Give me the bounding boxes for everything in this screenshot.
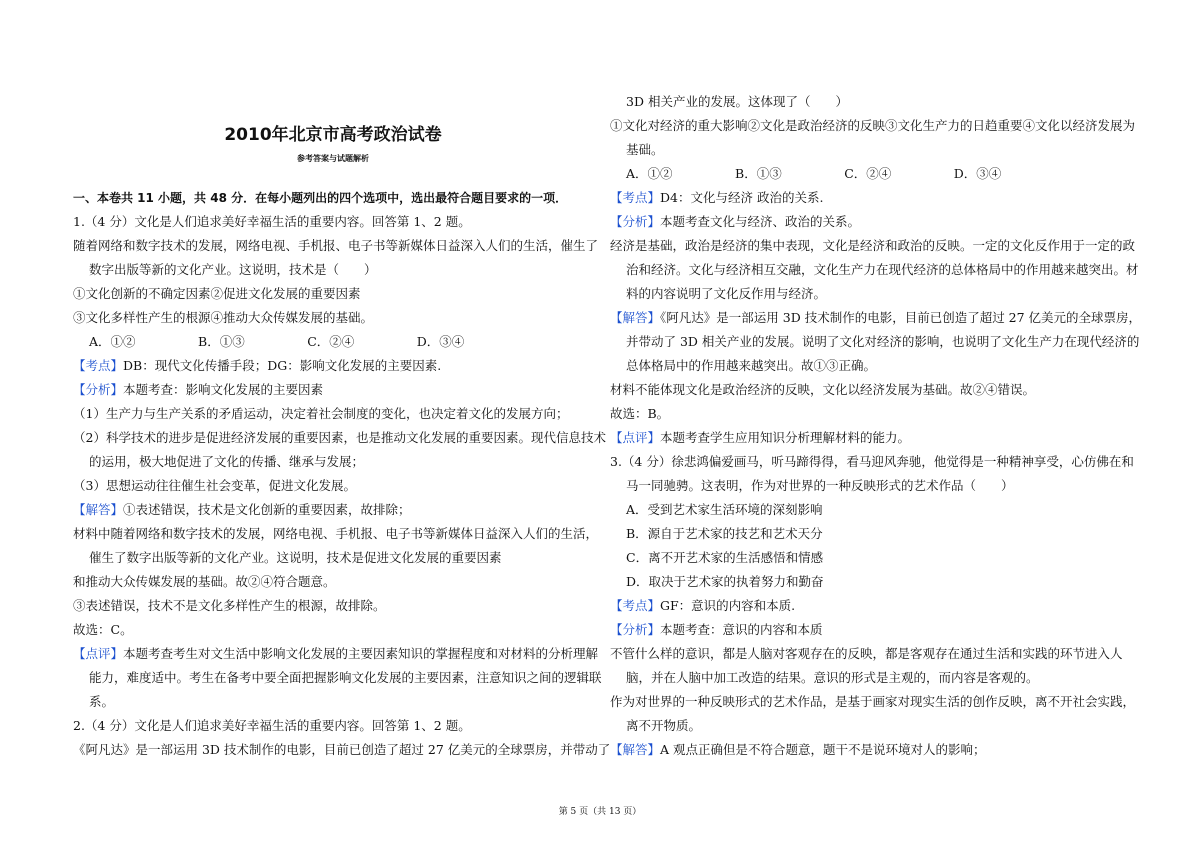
line-text: ①文化创新的不确定因素②促进文化发展的重要因素 (73, 286, 361, 301)
line-text: 2.（4 分）文化是人们追求美好幸福生活的重要内容。回答第 1、2 题。 (73, 718, 471, 733)
line-text: A．①② B．①③ C．②④ D．③④ (89, 334, 465, 349)
text-line (73, 478, 356, 494)
text-line (610, 382, 1035, 398)
text-line (610, 406, 669, 422)
line-text: 脑，并在人脑中加工改造的结果。意识的形式是主观的，而内容是客观的。 (626, 670, 1039, 685)
text-line (73, 646, 598, 662)
text-line (626, 550, 823, 566)
text-line (626, 262, 1139, 278)
line-text: 能力，难度适中。考生在备考中要全面把握影响文化发展的主要因素，注意知识之间的逻辑联 (89, 670, 602, 685)
line-text: A．①② B．①③ C．②④ D．③④ (626, 166, 1002, 181)
page-title: 2010年北京市高考政治试卷 (224, 125, 442, 145)
text-line (89, 694, 114, 710)
line-text: 本题考查：意识的内容和本质 (660, 622, 823, 637)
text-line (73, 598, 386, 614)
text-line (73, 238, 598, 254)
line-text: 故选：B。 (610, 406, 670, 421)
line-text: 3D 相关产业的发展。这体现了（ ） (626, 94, 848, 109)
line-text: 作为对世界的一种反映形式的艺术作品，是基于画家对现实生活的创作反映，离不开社会实践， (610, 694, 1136, 709)
line-text: 随着网络和数字技术的发展，网络电视、手机报、电子书等新媒体日益深入人们的生活，催生了 (73, 238, 599, 253)
line-text: 《阿凡达》是一部运用 3D 技术制作的电影，目前已创造了超过 27 亿美元的全球票房， (660, 310, 1142, 325)
text-line (73, 358, 441, 374)
line-text: ③文化多样性产生的根源④推动大众传媒发展的基础。 (73, 310, 374, 325)
text-line (610, 742, 986, 758)
text-line (73, 190, 567, 206)
line-text: ③表述错误，技术不是文化多样性产生的根源，故排除。 (73, 598, 386, 613)
line-text: 和推动大众传媒发展的基础。故②④符合题意。 (73, 574, 336, 589)
line-text: 本题考查文化与经济、政治的关系。 (660, 214, 861, 229)
line-text: 系。 (89, 694, 115, 709)
section-tag: 【分析】 (73, 382, 124, 397)
line-text: 1.（4 分）文化是人们追求美好幸福生活的重要内容。回答第 1、2 题。 (73, 214, 471, 229)
line-text: 经济是基础，政治是经济的集中表现，文化是经济和政治的反映。一定的文化反作用于一定的政 (610, 238, 1136, 253)
line-text: 离不开物质。 (626, 718, 702, 733)
line-text: D4：文化与经济 政治的关系. (660, 190, 824, 205)
line-text: DB：现代文化传播手段；DG：影响文化发展的主要因素. (123, 358, 442, 373)
text-line (626, 94, 848, 110)
line-text: C．离不开艺术家的生活感悟和情感 (626, 550, 824, 565)
line-text: 本题考查学生应用知识分析理解材料的能力。 (660, 430, 911, 445)
line-text: 本题考查：影响文化发展的主要因素 (123, 382, 324, 397)
line-text: 故选：C。 (73, 622, 133, 637)
text-line (89, 262, 377, 278)
line-text: 一、本卷共 11 小题，共 48 分．在每小题列出的四个选项中，选出最符合题目要求的一项． (73, 191, 568, 205)
section-tag: 【解答】 (610, 742, 661, 757)
line-text: （1）生产力与生产关系的矛盾运动，决定着社会制度的变化，也决定着文化的发展方向； (73, 406, 569, 421)
text-line (73, 286, 361, 302)
text-line (73, 214, 471, 230)
text-line (73, 430, 606, 446)
text-line (626, 166, 1001, 182)
text-line (610, 646, 1123, 662)
line-text: ①文化对经济的重大影响②文化是政治经济的反映③文化生产力的日趋重要④文化以经济发展为 (610, 118, 1136, 133)
line-text: 基础。 (626, 142, 664, 157)
line-text: 总体格局中的作用越来越突出。故①③正确。 (626, 358, 877, 373)
text-line (73, 718, 471, 734)
line-text: A 观点正确但是不符合题意，题干不是说环境对人的影响； (660, 742, 986, 757)
text-line (610, 118, 1135, 134)
text-line (73, 310, 373, 326)
section-tag: 【考点】 (610, 190, 661, 205)
text-line (626, 574, 824, 590)
text-line (626, 286, 826, 302)
section-tag: 【点评】 (610, 430, 661, 445)
text-line (610, 214, 860, 230)
page-subtitle: 参考答案与试题解析 (297, 154, 369, 163)
section-tag: 【点评】 (73, 646, 124, 661)
text-line (610, 190, 823, 206)
text-line (89, 550, 502, 566)
line-text: 数字出版等新的文化产业。这说明，技术是（ ） (89, 262, 377, 277)
text-line (73, 382, 323, 398)
line-text: 催生了数字出版等新的文化产业。这说明，技术是促进文化发展的重要因素 (89, 550, 502, 565)
section-tag: 【解答】 (610, 310, 661, 325)
text-line (73, 502, 411, 518)
text-line (73, 742, 610, 758)
text-line (610, 238, 1135, 254)
text-line (610, 454, 1134, 470)
text-line (626, 718, 701, 734)
text-line (73, 574, 336, 590)
page-footer: 第 5 页（共 13 页） (558, 807, 642, 817)
text-line (89, 454, 364, 470)
section-tag: 【考点】 (610, 598, 661, 613)
line-text: 本题考查考生对文生活中影响文化发展的主要因素知识的掌握程度和对材料的分析理解 (123, 646, 599, 661)
section-tag: 【考点】 (73, 358, 124, 373)
line-text: （2）科学技术的进步是促进经济发展的重要因素，也是推动文化发展的重要因素。现代信息技术 (73, 430, 606, 445)
line-text: 料的内容说明了文化反作用与经济。 (626, 286, 827, 301)
section-tag: 【解答】 (73, 502, 124, 517)
text-line (626, 478, 1014, 494)
text-line (626, 670, 1039, 686)
text-line (73, 622, 133, 638)
text-line (73, 406, 568, 422)
line-text: GF：意识的内容和本质. (660, 598, 796, 613)
line-text: B．源自于艺术家的技艺和艺术天分 (626, 526, 823, 541)
line-text: 并带动了 3D 相关产业的发展。说明了文化对经济的影响，也说明了文化生产力在现代经济的 (626, 334, 1140, 349)
line-text: A．受到艺术家生活环境的深刻影响 (626, 502, 823, 517)
text-line (626, 334, 1139, 350)
text-line (610, 598, 795, 614)
text-line (73, 526, 598, 542)
line-text: 《阿凡达》是一部运用 3D 技术制作的电影，目前已创造了超过 27 亿美元的全球票房，并带动了 (73, 742, 611, 757)
line-text: ①表述错误，技术是文化创新的重要因素，故排除； (123, 502, 411, 517)
text-line (626, 358, 876, 374)
text-line (626, 142, 664, 158)
line-text: D．取决于艺术家的执着努力和勤奋 (626, 574, 824, 589)
text-line (610, 694, 1135, 710)
text-line (626, 502, 823, 518)
line-text: 材料不能体现文化是政治经济的反映，文化以经济发展为基础。故②④错误。 (610, 382, 1036, 397)
text-line (89, 334, 464, 350)
line-text: 的运用，极大地促进了文化的传播、继承与发展； (89, 454, 365, 469)
line-text: 不管什么样的意识，都是人脑对客观存在的反映，都是客观存在通过生活和实践的环节进入人 (610, 646, 1123, 661)
line-text: 马一同驰骋。这表明，作为对世界的一种反映形式的艺术作品（ ） (626, 478, 1014, 493)
text-line (610, 622, 823, 638)
line-text: 治和经济。文化与经济相互交融，文化生产力在现代经济的总体格局中的作用越来越突出。材 (626, 262, 1139, 277)
line-text: 材料中随着网络和数字技术的发展，网络电视、手机报、电子书等新媒体日益深入人们的生活， (73, 526, 599, 541)
text-line (626, 526, 823, 542)
line-text: 3.（4 分）徐悲鸿偏爱画马，听马蹄得得，看马迎风奔驰，他觉得是一种精神享受，心仿佛在和 (610, 454, 1134, 469)
text-line (610, 310, 1141, 326)
line-text: （3）思想运动往往催生社会变革，促进文化发展。 (73, 478, 356, 493)
text-line (610, 430, 910, 446)
text-line (89, 670, 602, 686)
section-tag: 【分析】 (610, 622, 661, 637)
section-tag: 【分析】 (610, 214, 661, 229)
